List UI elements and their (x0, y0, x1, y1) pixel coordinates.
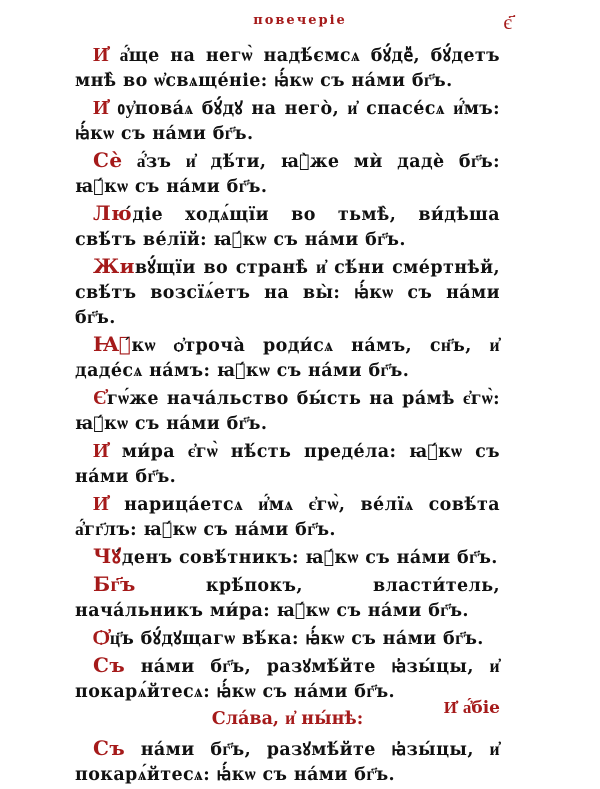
verse-10 (75, 544, 500, 571)
running-title: повечеріе (253, 13, 347, 28)
verse-initial: Сѐ (93, 148, 123, 172)
verse-initial: И҆ (93, 438, 109, 462)
verse-text: ᲂу҆пова́ѧ бꙋ́дꙋ на него̀, и҆ спасе́сѧ и҆́мъ: ꙗ҆́кѡ съ на́ми бг҃ъ. (75, 99, 500, 144)
verse-initial: Съ (93, 653, 126, 677)
verse-initial: Ꙗ҆ (93, 332, 132, 356)
verse-text: вꙋ́щїи во странѣ̀ и҆ сѣ́ни сме́ртнѣй, свѣ́тъ возсїѧ́етъ на вы̀: ꙗ҆́кѡ съ на́ми бг҃ъ. (75, 258, 500, 328)
verse-text: а҆́ще на негѡ̀ надѣ́ємсѧ бꙋ́деⷨ, бꙋ́детъ мнѣ̀ во ѡ҆свѧще́ніе: ꙗ҆́кѡ съ на́ми бг҃ъ. (75, 46, 500, 91)
verse-initial: Ѻ҆ (93, 625, 110, 649)
verse-initial: И҆ (93, 95, 109, 119)
verse-13 (75, 653, 500, 705)
verse-text: ́кѡ ѻ҆троча̀ роди́сѧ на́мъ, сн҃ъ, и҆ даде́сѧ на́мъ: ꙗ҆́кѡ съ на́ми бг҃ъ. (75, 336, 500, 381)
verse-initial: Лю (93, 201, 132, 225)
verse-11 (75, 572, 500, 624)
verse-initial: Є҆ (93, 385, 107, 409)
verse-text: на́ми бг҃ъ, разꙋмѣ́йте ꙗ҆зы́цы, и҆ покарѧ́йтесѧ: ꙗ҆́кѡ съ на́ми бг҃ъ. (75, 740, 500, 785)
doxology-heading: Сла́ва, и҆ ны́нѣ: (211, 709, 364, 729)
verse-initial: Жи (93, 254, 135, 278)
verse-text: ́денъ совѣ́тникъ: ꙗ҆́кѡ съ на́ми бг҃ъ. (121, 548, 498, 568)
verse-12 (75, 625, 500, 652)
verse-initial: И҆ (93, 491, 109, 515)
verse-9 (75, 491, 500, 543)
verse-text: а҆́зъ и҆ дѣ́ти, ꙗ҆̀же мѝ дадѐ бг҃ъ: ꙗ҆́кѡ съ на́ми бг҃ъ. (75, 152, 500, 197)
verse-text: гѡ́же нача́льство бы́сть на ра́мѣ є҆гѡ̀: ꙗ҆́кѡ съ на́ми бг҃ъ. (75, 389, 500, 434)
verse-text: на́ми бг҃ъ, разꙋмѣ́йте ꙗ҆зы́цы, и҆ покарѧ́йтесѧ: ꙗ҆́кѡ съ на́ми бг҃ъ. (75, 657, 500, 702)
page-number: є҃ (503, 10, 512, 34)
verse-initial: Бг҃ъ (93, 572, 136, 596)
verse-initial: Чꙋ (93, 544, 122, 568)
verse-7 (75, 385, 500, 437)
final-verse (75, 736, 500, 788)
verse-text: ми́ра є҆гѡ̀ нѣ́сть преде́ла: ꙗ҆́кѡ съ на́ми бг҃ъ. (75, 442, 500, 487)
catchword: И҆ а҆́біе (443, 698, 500, 718)
verse-3 (75, 148, 500, 200)
text-body (75, 42, 500, 789)
verse-text: ц҃ъ бꙋ́дꙋщагѡ вѣ́ка: ꙗ҆́кѡ съ на́ми бг҃ъ. (109, 629, 484, 649)
verse-8 (75, 438, 500, 490)
verse-text: нарица́етсѧ и҆́мѧ є҆гѡ̀, ве́лїѧ совѣ́та а҆́гг҃лъ: ꙗ҆́кѡ съ на́ми бг҃ъ. (75, 495, 500, 540)
verse-2 (75, 95, 500, 147)
verse-initial: И҆ (93, 42, 109, 66)
verse-5 (75, 254, 500, 331)
verse-1 (75, 42, 500, 94)
page-header (0, 10, 600, 40)
verse-initial: Съ (93, 736, 126, 760)
verse-text: крѣ́покъ, власти́тель, нача́льникъ ми́ра: ꙗ҆́кѡ съ на́ми бг҃ъ. (75, 576, 500, 621)
verse-4 (75, 201, 500, 253)
verse-text: ́діе ходѧ́щїи во тьмѣ̀, ви́дѣша свѣ́тъ ве́лїй: ꙗ҆́кѡ съ на́ми бг҃ъ. (75, 205, 500, 250)
verse-6 (75, 332, 500, 384)
